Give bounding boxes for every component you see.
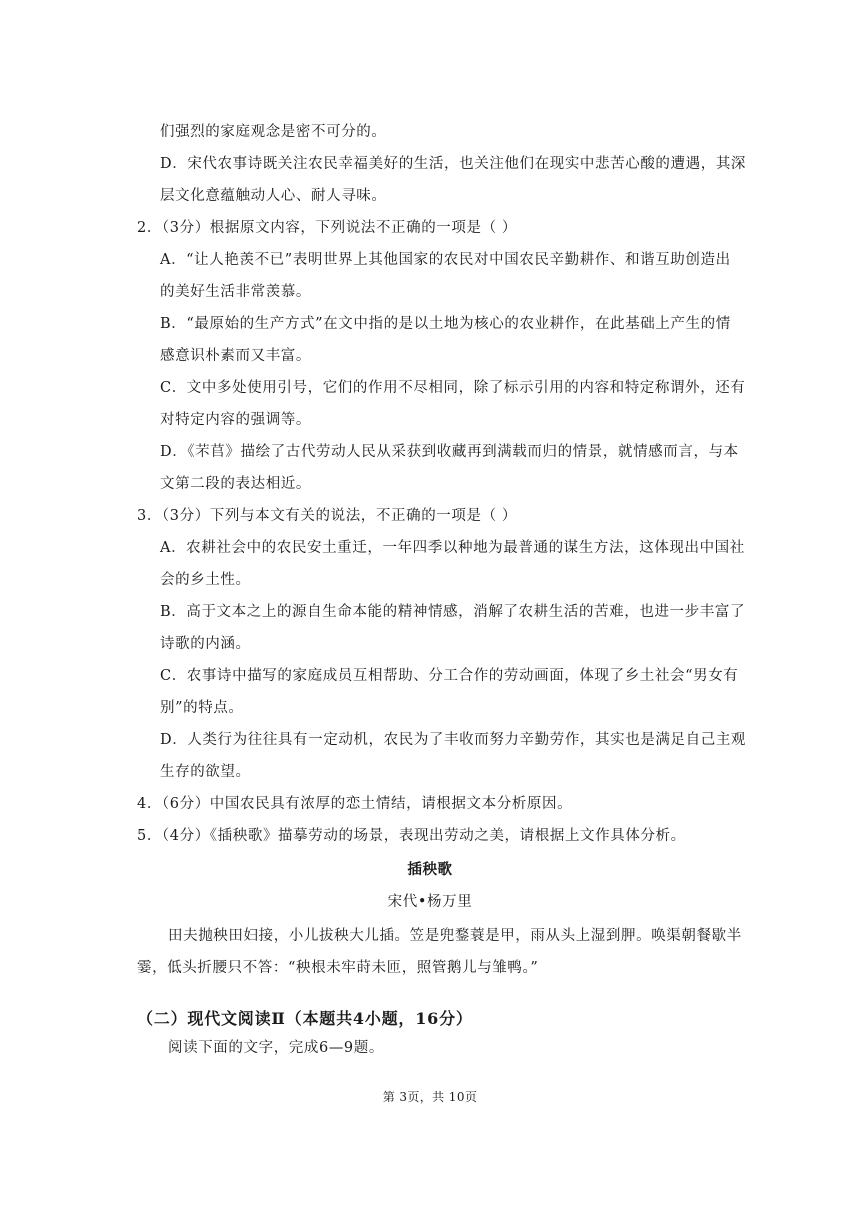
poem-author: 宋代•杨万里 bbox=[387, 894, 473, 910]
text-line: 生存的欲望。 bbox=[160, 764, 251, 780]
option-b: B．高于文本之上的源自生命本能的精神情感，消解了农耕生活的苦难，也进一步丰富了 bbox=[160, 604, 746, 620]
text-line: 感意识朴素而又丰富。 bbox=[160, 348, 311, 364]
question-2: 2．（3分）根据原文内容，下列说法不正确的一项是（ ） bbox=[137, 220, 518, 236]
text-line: 文第二段的表达相近。 bbox=[160, 476, 311, 492]
text-line: 会的乡土性。 bbox=[160, 572, 251, 588]
question-5: 5．（4分）《插秧歌》描摹劳动的场景，表现出劳动之美，请根据上文作具体分析。 bbox=[137, 828, 686, 844]
option-d: D．宋代农事诗既关注农民幸福美好的生活，也关注他们在现实中悲苦心酸的遭遇，其深 bbox=[160, 156, 747, 172]
option-a: A．农耕社会中的农民安土重迁，一年四季以种地为最普通的谋生方法，这体现出中国社 bbox=[160, 540, 745, 556]
text-line: 别”的特点。 bbox=[160, 700, 244, 716]
question-4: 4．（6分）中国农民具有浓厚的恋土情结，请根据文本分析原因。 bbox=[137, 796, 573, 812]
question-3: 3．（3分）下列与本文有关的说法，不正确的一项是（ ） bbox=[137, 508, 518, 524]
poem-text: 霎，低头折腰只不答：“秧根未牢莳未匝，照管鹅儿与雏鸭。” bbox=[137, 960, 539, 976]
section-heading: （二）现代文阅读Ⅱ（本题共4小题，16分） bbox=[137, 1009, 473, 1028]
option-d: D．《芣苢》描绘了古代劳动人民从采获到收藏再到满载而归的情景，就情感而言，与本 bbox=[160, 444, 739, 460]
page-footer: 第 3页，共 10页 bbox=[382, 1090, 478, 1104]
option-c: C．农事诗中描写的家庭成员互相帮助、分工合作的劳动画面，体现了乡土社会“男女有 bbox=[160, 668, 739, 684]
text-line: 诗歌的内涵。 bbox=[160, 636, 251, 652]
text-line: 们强烈的家庭观念是密不可分的。 bbox=[160, 124, 387, 140]
text-line: 层文化意蕴触动人心、耐人寻味。 bbox=[160, 188, 387, 204]
poem-text: 田夫抛秧田妇接，小儿拔秧大儿插。笠是兜鍪蓑是甲，雨从头上湿到胛。唤渠朝餐歇半 bbox=[168, 928, 742, 944]
section-instruction: 阅读下面的文字，完成6—9题。 bbox=[168, 1040, 384, 1056]
option-c: C．文中多处使用引号，它们的作用不尽相同，除了标示引用的内容和特定称谓外，还有 bbox=[160, 380, 746, 396]
option-d: D．人类行为往往具有一定动机，农民为了丰收而努力辛勤劳作，其实也是满足自己主观 bbox=[160, 732, 747, 748]
text-line: 对特定内容的强调等。 bbox=[160, 412, 311, 428]
option-b: B．“最原始的生产方式”在文中指的是以土地为核心的农业耕作，在此基础上产生的情 bbox=[160, 316, 731, 332]
text-line: 的美好生活非常羡慕。 bbox=[160, 284, 311, 300]
poem-title: 插秧歌 bbox=[407, 861, 453, 878]
option-a: A．“让人艳羡不已”表明世界上其他国家的农民对中国农民辛勤耕作、和谐互助创造出 bbox=[160, 252, 731, 268]
